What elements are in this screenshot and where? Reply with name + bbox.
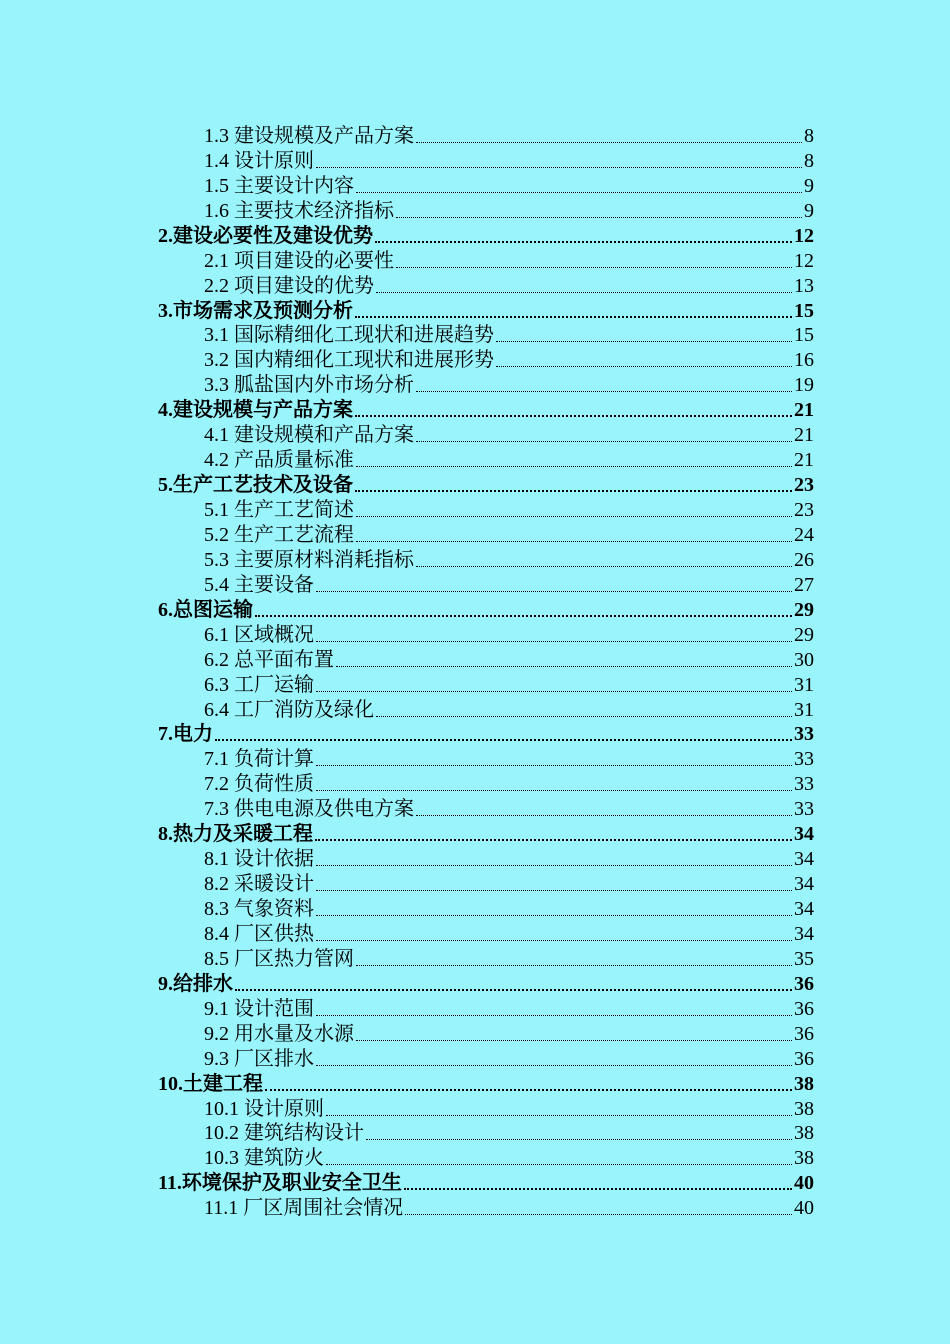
toc-dot-leader [336, 666, 792, 667]
toc-section-entry[interactable] [0, 1195, 950, 1220]
toc-entry-title: 2.2 项目建设的优势 [204, 274, 374, 297]
toc-entry-title: 9.1 设计范围 [204, 997, 314, 1020]
toc-dot-leader [366, 1139, 792, 1140]
toc-dot-leader [316, 1015, 792, 1016]
toc-entry-title: 4.1 建设规模和产品方案 [204, 424, 414, 447]
toc-section-entry[interactable] [0, 347, 950, 372]
toc-page-number: 21 [794, 449, 814, 472]
toc-dot-leader [326, 1115, 792, 1116]
toc-section-entry[interactable] [0, 522, 950, 547]
toc-entry-title: 3.市场需求及预测分析 [158, 299, 353, 322]
toc-page-number: 12 [794, 249, 814, 272]
toc-dot-leader [355, 490, 792, 492]
toc-dot-leader [265, 1089, 792, 1091]
toc-entry-title: 10.3 建筑防火 [204, 1147, 324, 1170]
toc-dot-leader [355, 415, 792, 417]
toc-entry-title: 9.2 用水量及水源 [204, 1022, 354, 1045]
toc-page-number: 36 [794, 972, 814, 995]
toc-dot-leader [416, 815, 792, 816]
toc-dot-leader [416, 142, 802, 143]
toc-dot-leader [316, 765, 792, 766]
toc-dot-leader [316, 641, 792, 642]
toc-dot-leader [316, 591, 792, 592]
toc-page-number: 29 [794, 623, 814, 646]
toc-chapter-entry[interactable] [0, 1170, 950, 1195]
toc-page-number: 13 [794, 274, 814, 297]
toc-page-number: 36 [794, 1047, 814, 1070]
toc-page-number: 34 [794, 848, 814, 871]
toc-section-entry[interactable] [0, 771, 950, 796]
toc-section-entry[interactable] [0, 896, 950, 921]
toc-page-number: 31 [794, 698, 814, 721]
toc-chapter-entry[interactable] [0, 971, 950, 996]
toc-chapter-entry[interactable] [0, 597, 950, 622]
toc-page-number: 38 [794, 1072, 814, 1095]
toc-entry-title: 1.3 建设规模及产品方案 [204, 124, 414, 147]
toc-entry-title: 3.1 国际精细化工现状和进展趋势 [204, 324, 494, 347]
toc-dot-leader [316, 691, 792, 692]
toc-page-number: 36 [794, 997, 814, 1020]
toc-entry-title: 2.1 项目建设的必要性 [204, 249, 394, 272]
toc-dot-leader [404, 1188, 792, 1190]
toc-dot-leader [356, 965, 792, 966]
toc-entry-title: 5.2 生产工艺流程 [204, 523, 354, 546]
toc-entry-title: 9.3 厂区排水 [204, 1047, 314, 1070]
toc-dot-leader [496, 366, 792, 367]
toc-section-entry[interactable] [0, 946, 950, 971]
toc-dot-leader [315, 839, 792, 841]
toc-chapter-entry[interactable] [0, 397, 950, 422]
toc-section-entry[interactable] [0, 198, 950, 223]
toc-page-number: 15 [794, 324, 814, 347]
toc-entry-title: 11.环境保护及职业安全卫生 [158, 1172, 402, 1195]
toc-page-number: 33 [794, 798, 814, 821]
toc-page-number: 34 [794, 922, 814, 945]
toc-page-number: 23 [794, 499, 814, 521]
toc-dot-leader [316, 915, 792, 916]
toc-chapter-entry[interactable] [0, 472, 950, 497]
toc-entry-title: 7.1 负荷计算 [204, 748, 314, 771]
toc-dot-leader [396, 267, 792, 268]
toc-entry-title: 6.3 工厂运输 [204, 673, 314, 696]
toc-page-number: 33 [794, 773, 814, 796]
toc-entry-title: 8.3 气象资料 [204, 898, 314, 920]
toc-dot-leader [416, 441, 792, 442]
toc-page-number: 34 [794, 873, 814, 896]
toc-dot-leader [356, 516, 792, 517]
toc-entry-title: 5.1 生产工艺简述 [204, 499, 354, 521]
toc-section-entry[interactable] [0, 697, 950, 722]
toc-chapter-entry[interactable] [0, 722, 950, 747]
toc-entry-title: 5.3 主要原材料消耗指标 [204, 548, 414, 571]
toc-page-number: 9 [804, 199, 814, 222]
toc-section-entry[interactable] [0, 123, 950, 148]
toc-page-number: 9 [804, 174, 814, 197]
toc-entry-title: 7.2 负荷性质 [204, 773, 314, 796]
toc-entry-title: 5.生产工艺技术及设备 [158, 474, 353, 497]
toc-entry-title: 3.3 胍盐国内外市场分析 [204, 374, 414, 397]
toc-entry-title: 1.4 设计原则 [204, 149, 314, 172]
toc-section-entry[interactable] [0, 871, 950, 896]
toc-section-entry[interactable] [0, 622, 950, 647]
toc-page-number: 33 [794, 748, 814, 771]
toc-dot-leader [356, 192, 802, 193]
toc-page-number: 12 [794, 224, 814, 247]
toc-chapter-entry[interactable] [0, 1071, 950, 1096]
toc-page-number: 34 [794, 898, 814, 920]
toc-page-number: 40 [794, 1197, 814, 1220]
toc-page-number: 38 [794, 1122, 814, 1145]
toc-section-entry[interactable] [0, 1046, 950, 1071]
toc-page-number: 27 [794, 573, 814, 596]
toc-entry-title: 1.6 主要技术经济指标 [204, 199, 394, 222]
toc-section-entry[interactable] [0, 1145, 950, 1170]
toc-dot-leader [375, 241, 792, 243]
toc-page-number: 8 [804, 124, 814, 147]
toc-page-number: 21 [794, 424, 814, 447]
toc-chapter-entry[interactable] [0, 821, 950, 846]
toc-dot-leader [215, 739, 792, 741]
toc-section-entry[interactable] [0, 572, 950, 597]
toc-entry-title: 5.4 主要设备 [204, 573, 314, 596]
toc-entry-title: 10.2 建筑结构设计 [204, 1122, 364, 1145]
toc-dot-leader [326, 1164, 792, 1165]
toc-section-entry[interactable] [0, 273, 950, 298]
toc-section-entry[interactable] [0, 497, 950, 522]
toc-entry-title: 1.5 主要设计内容 [204, 174, 354, 197]
toc-entry-title: 8.2 采暖设计 [204, 873, 314, 896]
toc-section-entry[interactable] [0, 996, 950, 1021]
toc-dot-leader [376, 716, 792, 717]
toc-section-entry[interactable] [0, 372, 950, 397]
toc-entry-title: 8.5 厂区热力管网 [204, 947, 354, 970]
toc-dot-leader [416, 566, 792, 567]
toc-page-number: 34 [794, 823, 814, 846]
toc-page-number: 29 [794, 598, 814, 621]
toc-page-number: 38 [794, 1097, 814, 1120]
toc-entry-title: 8.1 设计依据 [204, 848, 314, 871]
toc-page-number: 16 [794, 349, 814, 372]
toc-entry-title: 10.土建工程 [158, 1072, 263, 1095]
toc-entry-title: 4.建设规模与产品方案 [158, 399, 353, 422]
toc-entry-title: 3.2 国内精细化工现状和进展形势 [204, 349, 494, 372]
toc-entry-title: 8.4 厂区供热 [204, 922, 314, 945]
toc-entry-title: 6.4 工厂消防及绿化 [204, 698, 374, 721]
toc-page-number: 30 [794, 648, 814, 671]
toc-page-number: 40 [794, 1172, 814, 1195]
toc-entry-title: 4.2 产品质量标准 [204, 449, 354, 472]
toc-dot-leader [316, 167, 802, 168]
toc-page-number: 23 [794, 474, 814, 497]
toc-entry-title: 6.1 区域概况 [204, 623, 314, 646]
toc-section-entry[interactable] [0, 1021, 950, 1046]
table-of-contents [0, 123, 950, 1220]
toc-entry-title: 7.3 供电电源及供电方案 [204, 798, 414, 821]
toc-dot-leader [235, 989, 792, 991]
toc-dot-leader [356, 1040, 792, 1041]
toc-chapter-entry[interactable] [0, 298, 950, 323]
toc-section-entry[interactable] [0, 746, 950, 771]
toc-page-number: 26 [794, 548, 814, 571]
toc-entry-title: 10.1 设计原则 [204, 1097, 324, 1120]
toc-section-entry[interactable] [0, 148, 950, 173]
toc-page-number: 35 [794, 947, 814, 970]
toc-section-entry[interactable] [0, 173, 950, 198]
toc-section-entry[interactable] [0, 1096, 950, 1121]
toc-dot-leader [376, 292, 792, 293]
toc-entry-title: 8.热力及采暖工程 [158, 823, 313, 846]
toc-entry-title: 9.给排水 [158, 972, 233, 995]
toc-dot-leader [316, 940, 792, 941]
toc-dot-leader [496, 341, 792, 342]
toc-dot-leader [255, 615, 792, 617]
toc-dot-leader [356, 541, 792, 542]
toc-dot-leader [316, 790, 792, 791]
toc-page-number: 19 [794, 374, 814, 397]
toc-page-number: 33 [794, 723, 814, 746]
toc-section-entry[interactable] [0, 647, 950, 672]
toc-dot-leader [316, 1065, 792, 1066]
toc-entry-title: 11.1 厂区周围社会情况 [204, 1197, 404, 1220]
toc-page-number: 31 [794, 673, 814, 696]
toc-dot-leader [405, 1214, 792, 1215]
toc-page-number: 15 [794, 299, 814, 322]
toc-dot-leader [396, 217, 802, 218]
toc-dot-leader [316, 865, 792, 866]
toc-section-entry[interactable] [0, 672, 950, 697]
toc-dot-leader [416, 391, 792, 392]
toc-section-entry[interactable] [0, 248, 950, 273]
toc-section-entry[interactable] [0, 846, 950, 871]
toc-section-entry[interactable] [0, 323, 950, 348]
toc-section-entry[interactable] [0, 796, 950, 821]
toc-entry-title: 2.建设必要性及建设优势 [158, 224, 373, 247]
toc-page-number: 24 [794, 523, 814, 546]
toc-section-entry[interactable] [0, 447, 950, 472]
toc-page-number: 38 [794, 1147, 814, 1170]
toc-page-number: 8 [804, 149, 814, 172]
toc-entry-title: 6.2 总平面布置 [204, 648, 334, 671]
toc-section-entry[interactable] [0, 921, 950, 946]
toc-section-entry[interactable] [0, 1121, 950, 1146]
toc-section-entry[interactable] [0, 547, 950, 572]
toc-section-entry[interactable] [0, 422, 950, 447]
toc-dot-leader [356, 466, 792, 467]
toc-entry-title: 6.总图运输 [158, 598, 253, 621]
toc-page-number: 36 [794, 1022, 814, 1045]
toc-chapter-entry[interactable] [0, 223, 950, 248]
toc-entry-title: 7.电力 [158, 723, 213, 746]
toc-page-number: 21 [794, 399, 814, 422]
toc-dot-leader [316, 890, 792, 891]
toc-dot-leader [355, 316, 792, 318]
